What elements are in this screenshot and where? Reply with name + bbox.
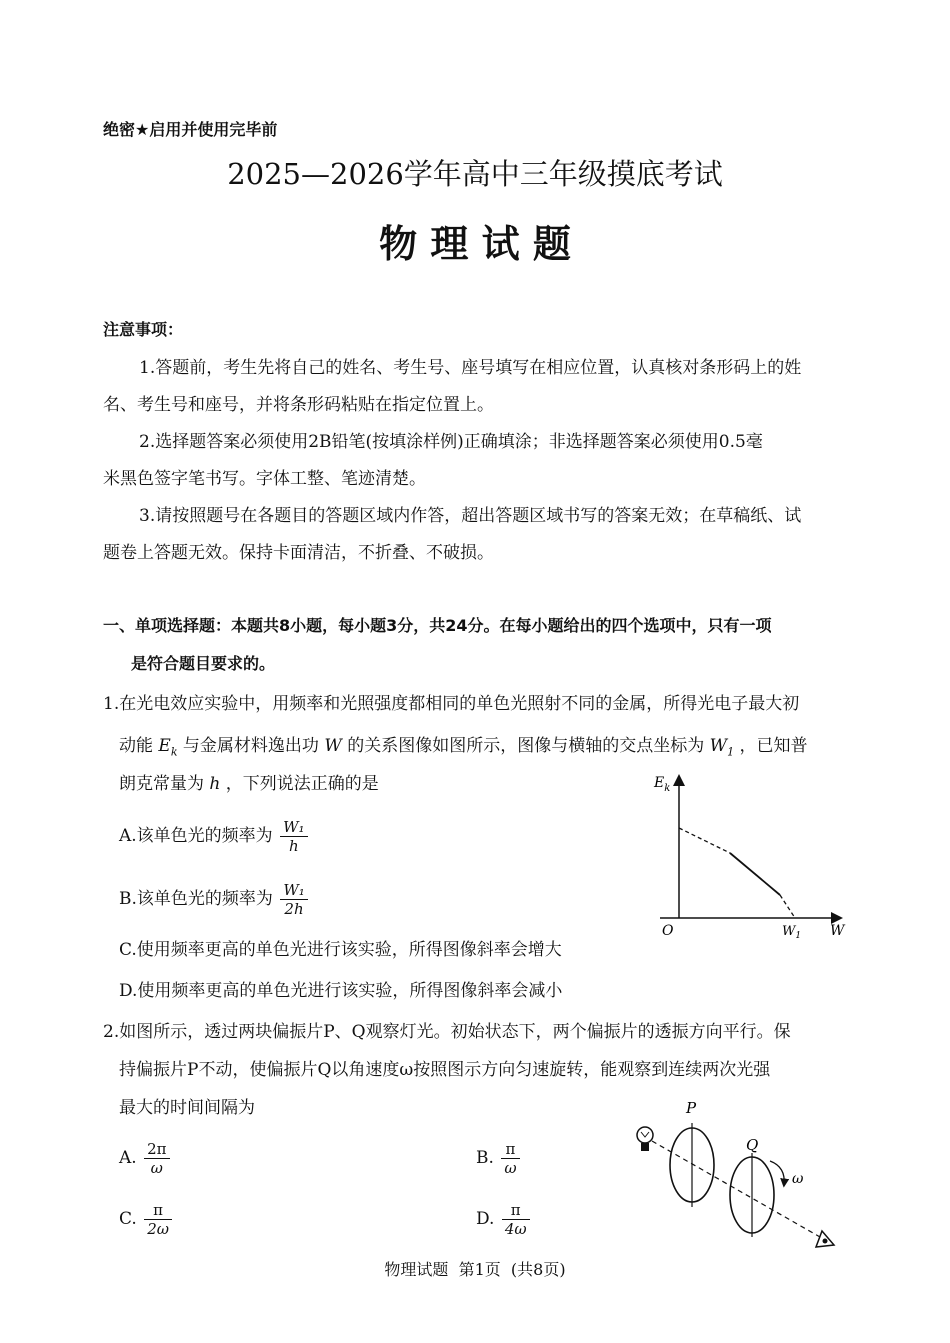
w1-W: W	[709, 736, 728, 756]
q1-option-a-fraction	[280, 818, 307, 855]
w1-sub: 1	[727, 745, 735, 759]
q2-option-d-fraction	[502, 1201, 530, 1238]
q2-option-a-fraction	[144, 1140, 169, 1177]
q2-option-c-label: C.	[119, 1209, 137, 1229]
q1-option-d[interactable]: D.使用频率更高的单色光进行该实验，所得图像斜率会减小	[119, 981, 563, 1001]
frac-numerator: W₁	[280, 818, 307, 837]
q1-text-c: 的关系图像如图所示，图像与横轴的交点坐标为	[347, 736, 705, 756]
note-2-line-1: 2.选择题答案必须使用2B铅笔(按填涂样例)正确填涂；非选择题答案必须使用0.5毫	[139, 432, 763, 452]
note-3-line-2: 题卷上答题无效。保持卡面清洁，不折叠、不破损。	[103, 543, 494, 563]
frac-denominator: ω	[150, 1159, 163, 1177]
q2-option-c-fraction	[144, 1201, 172, 1238]
q2-option-a-label: A.	[119, 1148, 137, 1168]
label-omega: ω	[792, 1171, 804, 1187]
q2-option-d[interactable]	[476, 1197, 532, 1241]
q2-option-b-label: B.	[476, 1148, 494, 1168]
q2-stem-line-1: 2.如图所示，透过两块偏振片P、Q观察灯光。初始状态下，两个偏振片的透振方向平行。保	[103, 1022, 791, 1042]
frac-numerator: W₁	[280, 881, 307, 900]
frac-denominator: 2ω	[147, 1220, 169, 1238]
ek-k: k	[170, 745, 178, 759]
x-axis-label: W	[830, 923, 845, 939]
note-1-line-2: 名、考生号和座号，并将条形码粘贴在指定位置上。	[103, 395, 494, 415]
q1-stem-line-2	[119, 734, 808, 764]
frac-denominator: ω	[504, 1159, 517, 1177]
section-1-heading-line-2: 是符合题目要求的。	[131, 654, 276, 673]
subject-title: 物 理 试 题	[379, 222, 571, 266]
q1-option-a-text: A.该单色光的频率为	[119, 826, 273, 846]
q1-option-c[interactable]: C.使用频率更高的单色光进行该实验，所得图像斜率会增大	[119, 940, 562, 960]
q2-option-d-label: D.	[476, 1209, 495, 1229]
confidential-label: 绝密★启用并使用完毕前	[103, 120, 278, 139]
q2-polarizer-figure	[630, 1095, 850, 1255]
eye-icon	[816, 1231, 834, 1247]
frac-denominator: 4ω	[504, 1220, 527, 1238]
q2-stem-line-2: 持偏振片P不动，使偏振片Q以角速度ω按照图示方向匀速旋转，能观察到连续两次光强	[119, 1060, 771, 1080]
q1-option-b[interactable]	[119, 877, 310, 921]
q1-text-d: ，已知普	[739, 736, 808, 756]
q1-option-b-fraction	[280, 881, 307, 918]
q2-option-a[interactable]	[119, 1136, 172, 1180]
q2-option-c[interactable]	[119, 1197, 174, 1241]
frac-numerator: π	[501, 1140, 519, 1159]
label-p: P	[686, 1099, 697, 1117]
frac-numerator: 2π	[144, 1140, 169, 1159]
page-footer: 物理试题 第1页 (共8页)	[384, 1260, 566, 1279]
frac-denominator: 2h	[284, 900, 304, 918]
q1-text-b: 与金属材料逸出功	[182, 736, 319, 756]
q1-stem-line-1: 1.在光电效应实验中，用频率和光照强度都相同的单色光照射不同的金属，所得光电子最大初	[103, 694, 800, 714]
q1-option-b-text: B.该单色光的频率为	[119, 889, 273, 909]
q1-text-a: 动能	[119, 736, 153, 756]
exam-title: 2025—2026学年高中三年级摸底考试	[227, 157, 723, 191]
q2-option-b[interactable]	[476, 1136, 522, 1180]
ek-symbol	[158, 736, 178, 759]
frac-numerator: π	[144, 1201, 172, 1220]
note-3-line-1: 3.请按照题号在各题目的答题区域内作答，超出答题区域书写的答案无效；在草稿纸、试	[139, 506, 802, 526]
q1-text-f: ，下列说法正确的是	[225, 774, 379, 794]
w-symbol: W	[324, 736, 342, 756]
q1-stem-line-3	[119, 772, 379, 796]
w1-symbol	[709, 736, 735, 759]
light-bulb-icon	[637, 1127, 653, 1151]
intercept-dashed-line	[679, 828, 730, 853]
q2-stem-line-3: 最大的时间间隔为	[119, 1098, 255, 1118]
w1-tick-label: $W_1$	[782, 924, 802, 941]
q2-option-b-fraction	[501, 1140, 519, 1177]
note-2-line-2: 米黑色签字笔书写。字体工整、笔迹清楚。	[103, 469, 426, 489]
ek-E: E	[158, 736, 171, 756]
y-axis-label: $E_k$	[654, 775, 671, 794]
q1-option-a[interactable]	[119, 814, 310, 858]
note-1-line-1: 1.答题前，考生先将自己的姓名、考生号、座号填写在相应位置，认真核对条形码上的姓	[139, 358, 802, 378]
ek-w-line	[730, 853, 780, 895]
h-symbol: h	[209, 774, 221, 794]
section-1-heading-line-1: 一、单项选择题：本题共8小题，每小题3分，共24分。在每小题给出的四个选项中，只有一项	[103, 616, 772, 635]
polarizer-q	[730, 1153, 774, 1237]
notes-heading: 注意事项：	[103, 320, 184, 339]
tail-dashed-line	[780, 895, 795, 918]
q1-ek-w-graph	[650, 765, 850, 945]
frac-numerator: π	[502, 1201, 530, 1220]
label-q: Q	[746, 1136, 759, 1154]
polarizer-p	[670, 1123, 714, 1207]
origin-label: O	[662, 923, 674, 939]
frac-denominator: h	[288, 837, 299, 855]
q1-text-e: 朗克常量为	[119, 774, 204, 794]
